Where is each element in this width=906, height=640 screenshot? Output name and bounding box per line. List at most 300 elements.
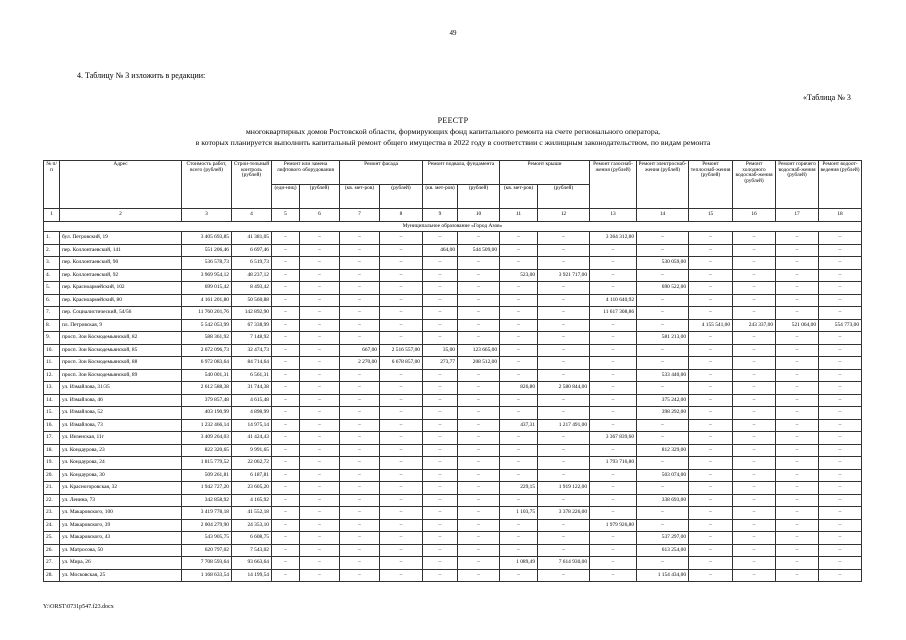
table-row [44,557,862,570]
cell-basement-rub: – [458,494,500,507]
cell-elevator-rub: – [300,257,340,270]
cell-sewer-rub: – [819,232,862,245]
cell-construction-control: 7 543,02 [232,544,272,557]
cell-row-number: 19. [44,457,60,470]
cell-roof-rub: – [538,432,590,445]
cell-row-number: 8. [44,319,60,332]
header-sewer: Ремонт водоот-ведения (рублей) [819,161,862,209]
cell-elevator-units: – [272,419,300,432]
cell-heat-rub: – [689,369,733,382]
cell-cost-total: 543 905,75 [182,532,232,545]
cell-roof-rub: – [538,494,590,507]
cell-heat-rub: 4 155 541,00 [689,319,733,332]
cell-construction-control: 67 338,99 [232,319,272,332]
cell-elevator-rub: – [300,357,340,370]
cell-elevator-units: – [272,532,300,545]
table-row [44,294,862,307]
cell-heat-rub: – [689,532,733,545]
column-number: 3 [182,209,232,222]
cell-address: ул. Матросова, 50 [60,544,182,557]
cell-facade-sqm: – [340,469,380,482]
cell-roof-rub: – [538,544,590,557]
cell-cost-total: 3 969 954,12 [182,269,232,282]
cell-electric-rub: 613 254,00 [637,544,689,557]
cell-facade-rub: – [380,544,423,557]
cell-cold-water-rub: – [733,469,776,482]
header-cold-water: Ремонт холодного водоснаб-жения (рублей) [733,161,776,209]
cell-roof-rub: – [538,519,590,532]
cell-facade-rub: – [380,557,423,570]
cell-facade-rub: – [380,494,423,507]
cell-heat-rub: – [689,482,733,495]
cell-elevator-rub: – [300,544,340,557]
cell-heat-rub: – [689,519,733,532]
cell-gas-rub: – [590,407,637,420]
cell-sewer-rub: – [819,569,862,582]
cell-basement-sqm: – [423,544,458,557]
cell-basement-sqm: – [423,494,458,507]
cell-facade-rub: – [380,432,423,445]
cell-cold-water-rub: – [733,269,776,282]
cell-roof-rub: – [538,282,590,295]
cell-address: ул. Макаровского, 43 [60,532,182,545]
cell-basement-rub: – [458,557,500,570]
table-row [44,344,862,357]
cell-facade-sqm: – [340,269,380,282]
cell-basement-sqm: – [423,419,458,432]
cell-cold-water-rub: – [733,344,776,357]
cell-roof-sqm: – [500,319,538,332]
cell-construction-control: 93 663,64 [232,557,272,570]
cell-sewer-rub: – [819,394,862,407]
header-sub-units: (еди-ниц) [272,185,300,209]
cell-hot-water-rub: – [776,407,819,420]
cell-facade-sqm: – [340,294,380,307]
cell-basement-sqm: – [423,269,458,282]
cell-cold-water-rub: – [733,232,776,245]
cell-address: пл. Петровская, 9 [60,319,182,332]
cell-gas-rub: – [590,344,637,357]
cell-facade-sqm: – [340,419,380,432]
cell-sewer-rub: – [819,407,862,420]
cell-roof-rub: – [538,444,590,457]
cell-basement-rub: – [458,369,500,382]
header-gas: Ремонт газоснаб-жения (рублей) [590,161,637,209]
cell-roof-sqm: – [500,369,538,382]
cell-basement-sqm: – [423,369,458,382]
cell-cold-water-rub: – [733,557,776,570]
cell-address: пер. Коллонтаевский, 90 [60,257,182,270]
cell-facade-rub: – [380,444,423,457]
cell-facade-sqm: – [340,444,380,457]
cell-row-number: 11. [44,357,60,370]
cell-sewer-rub: 554 773,00 [819,319,862,332]
cell-facade-sqm: – [340,257,380,270]
cell-gas-rub: 3 367 839,60 [590,432,637,445]
cell-roof-rub: – [538,457,590,470]
cell-electric-rub: – [637,482,689,495]
cell-gas-rub: – [590,469,637,482]
cell-electric-rub: 398 292,00 [637,407,689,420]
cell-basement-rub: – [458,294,500,307]
cell-sewer-rub: – [819,482,862,495]
cell-facade-sqm: – [340,557,380,570]
cell-gas-rub: – [590,507,637,520]
cell-basement-sqm: 464,00 [423,244,458,257]
cell-basement-rub: 123 665,00 [458,344,500,357]
cell-sewer-rub: – [819,332,862,345]
cell-facade-rub: – [380,332,423,345]
cell-address: ул. Красногоровская, 32 [60,482,182,495]
cell-cost-total: 509 261,81 [182,469,232,482]
cell-basement-sqm: – [423,507,458,520]
header-sub-rub: (рублей) [458,185,500,209]
cell-cost-total: 3 419 778,18 [182,507,232,520]
cell-facade-rub: – [380,569,423,582]
column-number: 15 [689,209,733,222]
cell-cost-total: 588 361,92 [182,332,232,345]
cell-construction-control: 142 892,90 [232,307,272,320]
cell-sewer-rub: – [819,457,862,470]
cell-basement-sqm: – [423,532,458,545]
cell-basement-rub: – [458,319,500,332]
cell-row-number: 21. [44,482,60,495]
cell-electric-rub: – [637,557,689,570]
cell-construction-control: 4 898,99 [232,407,272,420]
cell-construction-control: 9 991,65 [232,444,272,457]
cell-roof-sqm: – [500,532,538,545]
cell-heat-rub: – [689,469,733,482]
cell-address: ул. Кондаурова, 23 [60,444,182,457]
cell-heat-rub: – [689,332,733,345]
cell-heat-rub: – [689,419,733,432]
cell-cold-water-rub: – [733,482,776,495]
cell-basement-rub: – [458,457,500,470]
cell-cost-total: 3 405 693,85 [182,232,232,245]
cell-elevator-units: – [272,507,300,520]
cell-cold-water-rub: – [733,407,776,420]
cell-address: ул. Ленина, 73 [60,494,182,507]
cell-cold-water-rub: – [733,457,776,470]
cell-row-number: 14. [44,394,60,407]
cell-roof-sqm: – [500,444,538,457]
cell-elevator-rub: – [300,394,340,407]
cell-heat-rub: – [689,244,733,257]
cell-roof-sqm: – [500,357,538,370]
cell-electric-rub: – [637,457,689,470]
cell-row-number: 9. [44,332,60,345]
cell-row-number: 18. [44,444,60,457]
cell-hot-water-rub: – [776,369,819,382]
cell-heat-rub: – [689,407,733,420]
cell-roof-sqm: 1 089,49 [500,557,538,570]
cell-gas-rub: – [590,569,637,582]
cell-heat-rub: – [689,457,733,470]
cell-facade-rub: – [380,369,423,382]
cell-hot-water-rub: – [776,232,819,245]
cell-roof-sqm: – [500,244,538,257]
cell-elevator-units: – [272,569,300,582]
cell-cold-water-rub: – [733,382,776,395]
cell-hot-water-rub: – [776,244,819,257]
cell-basement-sqm: – [423,394,458,407]
cell-facade-sqm: – [340,369,380,382]
cell-basement-sqm: – [423,482,458,495]
cell-cost-total: 536 578,73 [182,257,232,270]
cell-address: ул. Макаровского, 100 [60,507,182,520]
cell-construction-control: 50 560,88 [232,294,272,307]
column-number: 4 [232,209,272,222]
cell-basement-rub: – [458,469,500,482]
cell-electric-rub: 530 059,00 [637,257,689,270]
cell-roof-rub: – [538,569,590,582]
cell-address: пер. Коллонтаевский, 141 [60,244,182,257]
cell-facade-sqm: – [340,544,380,557]
header-facade: Ремонт фасада [340,161,423,185]
cell-elevator-units: – [272,269,300,282]
cell-cost-total: 2 004 279,90 [182,519,232,532]
cell-roof-sqm: – [500,257,538,270]
cell-cold-water-rub: – [733,332,776,345]
cell-row-number: 24. [44,519,60,532]
cell-facade-sqm: – [340,394,380,407]
cell-electric-rub: 812 329,00 [637,444,689,457]
cell-hot-water-rub: – [776,569,819,582]
cell-cold-water-rub: – [733,532,776,545]
cell-address: просп. Зои Космодемьянской, 88 [60,357,182,370]
cell-roof-sqm: – [500,494,538,507]
cell-elevator-units: – [272,282,300,295]
registry-table [43,160,862,582]
header-elevator: Ремонт или замена лифтового оборудования [272,161,340,185]
cell-cold-water-rub: – [733,444,776,457]
cell-roof-sqm: – [500,294,538,307]
cell-basement-rub: – [458,232,500,245]
cell-gas-rub: 4 110 640,92 [590,294,637,307]
cell-electric-rub: – [637,232,689,245]
cell-basement-sqm: – [423,519,458,532]
cell-roof-rub: – [538,369,590,382]
table-row [44,544,862,557]
cell-electric-rub: – [637,319,689,332]
cell-hot-water-rub: – [776,394,819,407]
cell-hot-water-rub: – [776,532,819,545]
cell-roof-rub: – [538,232,590,245]
cell-hot-water-rub: 521 064,00 [776,319,819,332]
cell-roof-sqm: 523,00 [500,269,538,282]
cell-cold-water-rub: – [733,257,776,270]
column-number: 18 [819,209,862,222]
cell-elevator-rub: – [300,244,340,257]
cell-elevator-units: – [272,519,300,532]
cell-basement-sqm: – [423,307,458,320]
cell-construction-control: 32 474,73 [232,344,272,357]
cell-cost-total: 4 161 201,80 [182,294,232,307]
table-row [44,394,862,407]
cell-facade-rub: – [380,269,423,282]
cell-sewer-rub: – [819,282,862,295]
cell-sewer-rub: – [819,444,862,457]
cell-facade-sqm: – [340,432,380,445]
cell-electric-rub: – [637,419,689,432]
cell-hot-water-rub: – [776,269,819,282]
cell-basement-rub: – [458,382,500,395]
table-row [44,244,862,257]
table-row [44,282,862,295]
cell-row-number: 25. [44,532,60,545]
cell-basement-rub: – [458,394,500,407]
cell-basement-rub: – [458,482,500,495]
cell-construction-control: 6 187,81 [232,469,272,482]
table-row [44,507,862,520]
cell-facade-sqm: 2 270,00 [340,357,380,370]
cell-roof-rub: 1 919 122,00 [538,482,590,495]
cell-heat-rub: – [689,282,733,295]
cell-roof-sqm: – [500,544,538,557]
cell-construction-control: 6 561,31 [232,369,272,382]
cell-address: ул. Измайлова, 31/35 [60,382,182,395]
table-row [44,369,862,382]
cell-cold-water-rub: 243 337,00 [733,319,776,332]
cell-roof-rub: 7 614 930,00 [538,557,590,570]
cell-facade-rub: – [380,244,423,257]
cell-basement-rub: – [458,257,500,270]
cell-sewer-rub: – [819,432,862,445]
cell-sewer-rub: – [819,519,862,532]
cell-row-number: 7. [44,307,60,320]
cell-basement-sqm: 273,77 [423,357,458,370]
cell-construction-control: 7 148,92 [232,332,272,345]
column-number: 17 [776,209,819,222]
cell-row-number: 10. [44,344,60,357]
cell-gas-rub: – [590,357,637,370]
column-number: 7 [340,209,380,222]
table-row [44,532,862,545]
cell-facade-sqm: – [340,282,380,295]
cell-elevator-units: – [272,244,300,257]
table-row [44,382,862,395]
cell-elevator-units: – [272,432,300,445]
table-row [44,407,862,420]
cell-facade-sqm: – [340,244,380,257]
cell-basement-rub: – [458,519,500,532]
table-row [44,494,862,507]
cell-gas-rub: – [590,244,637,257]
cell-gas-rub: 1 793 716,80 [590,457,637,470]
cell-address: ул. Измайлова, 73 [60,419,182,432]
cell-electric-rub: – [637,382,689,395]
cell-elevator-units: – [272,332,300,345]
cell-elevator-rub: – [300,419,340,432]
cell-cost-total: 822 320,65 [182,444,232,457]
cell-address: ул. Кондаурова, 30 [60,469,182,482]
cell-address: ул. Московская, 25 [60,569,182,582]
table-row [44,332,862,345]
cell-heat-rub: – [689,569,733,582]
cell-facade-rub: – [380,257,423,270]
cell-facade-rub: – [380,532,423,545]
cell-electric-rub: – [637,244,689,257]
cell-cold-water-rub: – [733,569,776,582]
table-row [44,519,862,532]
cell-cold-water-rub: – [733,369,776,382]
header-address: Адрес [60,161,182,209]
column-number: 10 [458,209,500,222]
cell-basement-sqm: – [423,457,458,470]
cell-hot-water-rub: – [776,307,819,320]
cell-basement-rub: – [458,544,500,557]
cell-construction-control: 31 744,38 [232,382,272,395]
header-basement: Ремонт подвала, фундамента [423,161,500,185]
table-row [44,482,862,495]
cell-electric-rub: – [637,507,689,520]
cell-roof-rub: – [538,307,590,320]
cell-heat-rub: – [689,257,733,270]
cell-gas-rub: – [590,269,637,282]
cell-basement-sqm: – [423,444,458,457]
cell-roof-rub: – [538,407,590,420]
cell-basement-sqm: – [423,569,458,582]
cell-row-number: 28. [44,569,60,582]
cell-basement-sqm: – [423,557,458,570]
cell-sewer-rub: – [819,369,862,382]
cell-cost-total: 1 168 633,54 [182,569,232,582]
cell-elevator-rub: – [300,507,340,520]
cell-row-number: 3. [44,257,60,270]
header-control: Строи-тельный контроль (рублей) [232,161,272,209]
cell-sewer-rub: – [819,544,862,557]
header-sub-rub: (рублей) [300,185,340,209]
cell-electric-rub: 503 074,00 [637,469,689,482]
header-sub-sqm: (кв. мет-ров) [423,185,458,209]
cell-facade-rub: – [380,519,423,532]
cell-gas-rub: 1 979 926,80 [590,519,637,532]
cell-hot-water-rub: – [776,457,819,470]
cell-row-number: 17. [44,432,60,445]
cell-electric-rub: – [637,344,689,357]
cell-sewer-rub: – [819,382,862,395]
cell-elevator-rub: – [300,482,340,495]
cell-cost-total: 3 409 264,03 [182,432,232,445]
cell-basement-rub: – [458,332,500,345]
cell-roof-sqm: – [500,307,538,320]
cell-gas-rub: – [590,332,637,345]
cell-hot-water-rub: – [776,357,819,370]
cell-cost-total: 1 232 466,14 [182,419,232,432]
cell-roof-rub: 3 921 717,00 [538,269,590,282]
header-sub-rub: (рублей) [380,185,423,209]
cell-row-number: 5. [44,282,60,295]
table-row [44,257,862,270]
cell-elevator-units: – [272,319,300,332]
cell-heat-rub: – [689,294,733,307]
cell-heat-rub: – [689,494,733,507]
cell-construction-control: 6 697,46 [232,244,272,257]
cell-elevator-rub: – [300,532,340,545]
cell-elevator-units: – [272,294,300,307]
cell-hot-water-rub: – [776,494,819,507]
cell-facade-sqm: – [340,319,380,332]
table-row [44,419,862,432]
cell-sewer-rub: – [819,494,862,507]
cell-sewer-rub: – [819,532,862,545]
cell-gas-rub: – [590,257,637,270]
cell-address: просп. Зои Космодемьянской, 89 [60,369,182,382]
cell-heat-rub: – [689,269,733,282]
cell-address: пер. Коллонтаевский, 92 [60,269,182,282]
cell-cost-total: 699 015,42 [182,282,232,295]
cell-sewer-rub: – [819,294,862,307]
